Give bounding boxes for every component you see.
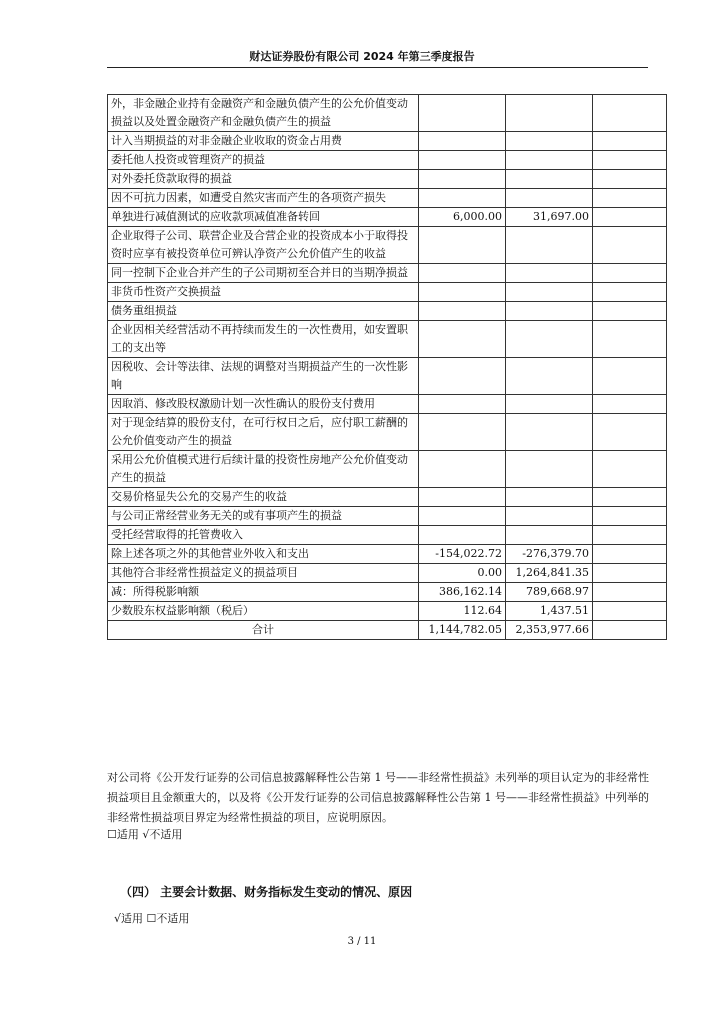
ytd-value: 31,697.00 [506,208,593,227]
current-period-value [419,227,506,264]
ytd-total: 2,353,977.66 [506,621,593,640]
table-row [108,302,667,321]
current-period-value [419,170,506,189]
current-period-value [419,95,506,132]
header-divider [107,67,648,68]
ytd-value [506,507,593,526]
table-row [108,208,667,227]
note-cell [593,95,667,132]
current-period-value [419,132,506,151]
table-row [108,583,667,602]
section-four-applicability: √适用 ☐不适用 [114,912,190,925]
current-period-value: 112.64 [419,602,506,621]
item-description: 少数股东权益影响额（税后） [108,602,419,621]
item-description: 单独进行减值测试的应收款项减值准备转回 [108,208,419,227]
note-cell [593,283,667,302]
note-cell [593,583,667,602]
table-row [108,321,667,358]
table-row [108,132,667,151]
ytd-value [506,451,593,488]
current-period-value [419,358,506,395]
table-row [108,564,667,583]
current-period-value [419,189,506,208]
note-cell [593,208,667,227]
note-cell [593,189,667,208]
page-header-title: 财达证券股份有限公司 2024 年第三季度报告 [249,50,475,63]
item-description: 对外委托贷款取得的损益 [108,170,419,189]
note-cell [593,564,667,583]
note-cell [593,451,667,488]
explanation-notes [107,768,652,828]
table-row [108,95,667,132]
note-cell [593,488,667,507]
note-cell [593,621,667,640]
current-period-value: 386,162.14 [419,583,506,602]
item-description: 外，非金融企业持有金融资产和金融负债产生的公允价值变动损益以及处置金融资产和金融负债产生的损益 [108,95,419,132]
note-cell [593,151,667,170]
current-period-value: 0.00 [419,564,506,583]
item-description: 因取消、修改股权激励计划一次性确认的股份支付费用 [108,395,419,414]
item-description: 减：所得税影响额 [108,583,419,602]
item-description: 计入当期损益的对非金融企业收取的资金占用费 [108,132,419,151]
ytd-value [506,321,593,358]
current-period-value [419,414,506,451]
note-cell [593,602,667,621]
ytd-value: 1,437.51 [506,602,593,621]
item-description: 交易价格显失公允的交易产生的收益 [108,488,419,507]
table-row [108,507,667,526]
note-cell [593,321,667,358]
current-period-value [419,283,506,302]
item-description: 对于现金结算的股份支付，在可行权日之后，应付职工薪酬的公允价值变动产生的损益 [108,414,419,451]
explanation-paragraph: 对公司将《公开发行证券的公司信息披露解释性公告第 1 号——非经常性损益》未列举的项目认定为的非经常性损益项目且金额重大的，以及将《公开发行证券的公司信息披露解释性公告第 1 号——非经常性损益》中列举的非经常性损益项目界定为经常性损益的项目，应说明原因。 [107,771,649,824]
item-description: 因税收、会计等法律、法规的调整对当期损益产生的一次性影响 [108,358,419,395]
ytd-value [506,488,593,507]
ytd-value [506,227,593,264]
table-row [108,283,667,302]
ytd-value: 1,264,841.35 [506,564,593,583]
current-period-value [419,395,506,414]
ytd-value [506,526,593,545]
table-row [108,358,667,395]
current-period-value: 6,000.00 [419,208,506,227]
item-description: 非货币性资产交换损益 [108,283,419,302]
note-cell [593,395,667,414]
note-cell [593,545,667,564]
table-row [108,414,667,451]
item-description: 企业取得子公司、联营企业及合营企业的投资成本小于取得投资时应享有被投资单位可辨认净资产公允价值产生的收益 [108,227,419,264]
ytd-value [506,395,593,414]
applicability-checkbox-line: ☐适用 √不适用 [107,828,183,841]
ytd-value [506,414,593,451]
ytd-value: 789,668.97 [506,583,593,602]
note-cell [593,227,667,264]
current-period-value [419,526,506,545]
ytd-value [506,151,593,170]
current-period-value [419,507,506,526]
table-row [108,189,667,208]
ytd-value [506,302,593,321]
note-cell [593,264,667,283]
table-row [108,227,667,264]
current-period-value: -154,022.72 [419,545,506,564]
current-period-value [419,302,506,321]
ytd-value [506,264,593,283]
table-row [108,545,667,564]
note-cell [593,414,667,451]
item-description: 除上述各项之外的其他营业外收入和支出 [108,545,419,564]
table-row [108,526,667,545]
section-four-heading: （四） 主要会计数据、财务指标发生变动的情况、原因 [120,885,413,899]
current-period-value [419,488,506,507]
page-number: 3 / 11 [347,936,377,947]
table-row [108,170,667,189]
ytd-value [506,283,593,302]
current-period-value [419,321,506,358]
item-description: 委托他人投资或管理资产的损益 [108,151,419,170]
note-cell [593,507,667,526]
item-description: 其他符合非经常性损益定义的损益项目 [108,564,419,583]
ytd-value [506,189,593,208]
current-period-value [419,264,506,283]
item-description: 受托经营取得的托管费收入 [108,526,419,545]
table-row [108,488,667,507]
table-row [108,395,667,414]
table-row [108,264,667,283]
non-recurring-items-table [107,94,667,640]
table-row [108,602,667,621]
ytd-value [506,358,593,395]
ytd-value [506,95,593,132]
current-period-value [419,451,506,488]
ytd-value [506,132,593,151]
note-cell [593,170,667,189]
item-description: 债务重组损益 [108,302,419,321]
table-row [108,151,667,170]
item-description: 采用公允价值模式进行后续计量的投资性房地产公允价值变动产生的损益 [108,451,419,488]
total-label: 合计 [108,621,419,640]
ytd-value: -276,379.70 [506,545,593,564]
current-period-value [419,151,506,170]
total-row [108,621,667,640]
item-description: 企业因相关经营活动不再持续而发生的一次性费用，如安置职工的支出等 [108,321,419,358]
item-description: 同一控制下企业合并产生的子公司期初至合并日的当期净损益 [108,264,419,283]
current-period-total: 1,144,782.05 [419,621,506,640]
note-cell [593,302,667,321]
note-cell [593,358,667,395]
table-row [108,451,667,488]
item-description: 与公司正常经营业务无关的或有事项产生的损益 [108,507,419,526]
item-description: 因不可抗力因素，如遭受自然灾害而产生的各项资产损失 [108,189,419,208]
note-cell [593,526,667,545]
ytd-value [506,170,593,189]
note-cell [593,132,667,151]
